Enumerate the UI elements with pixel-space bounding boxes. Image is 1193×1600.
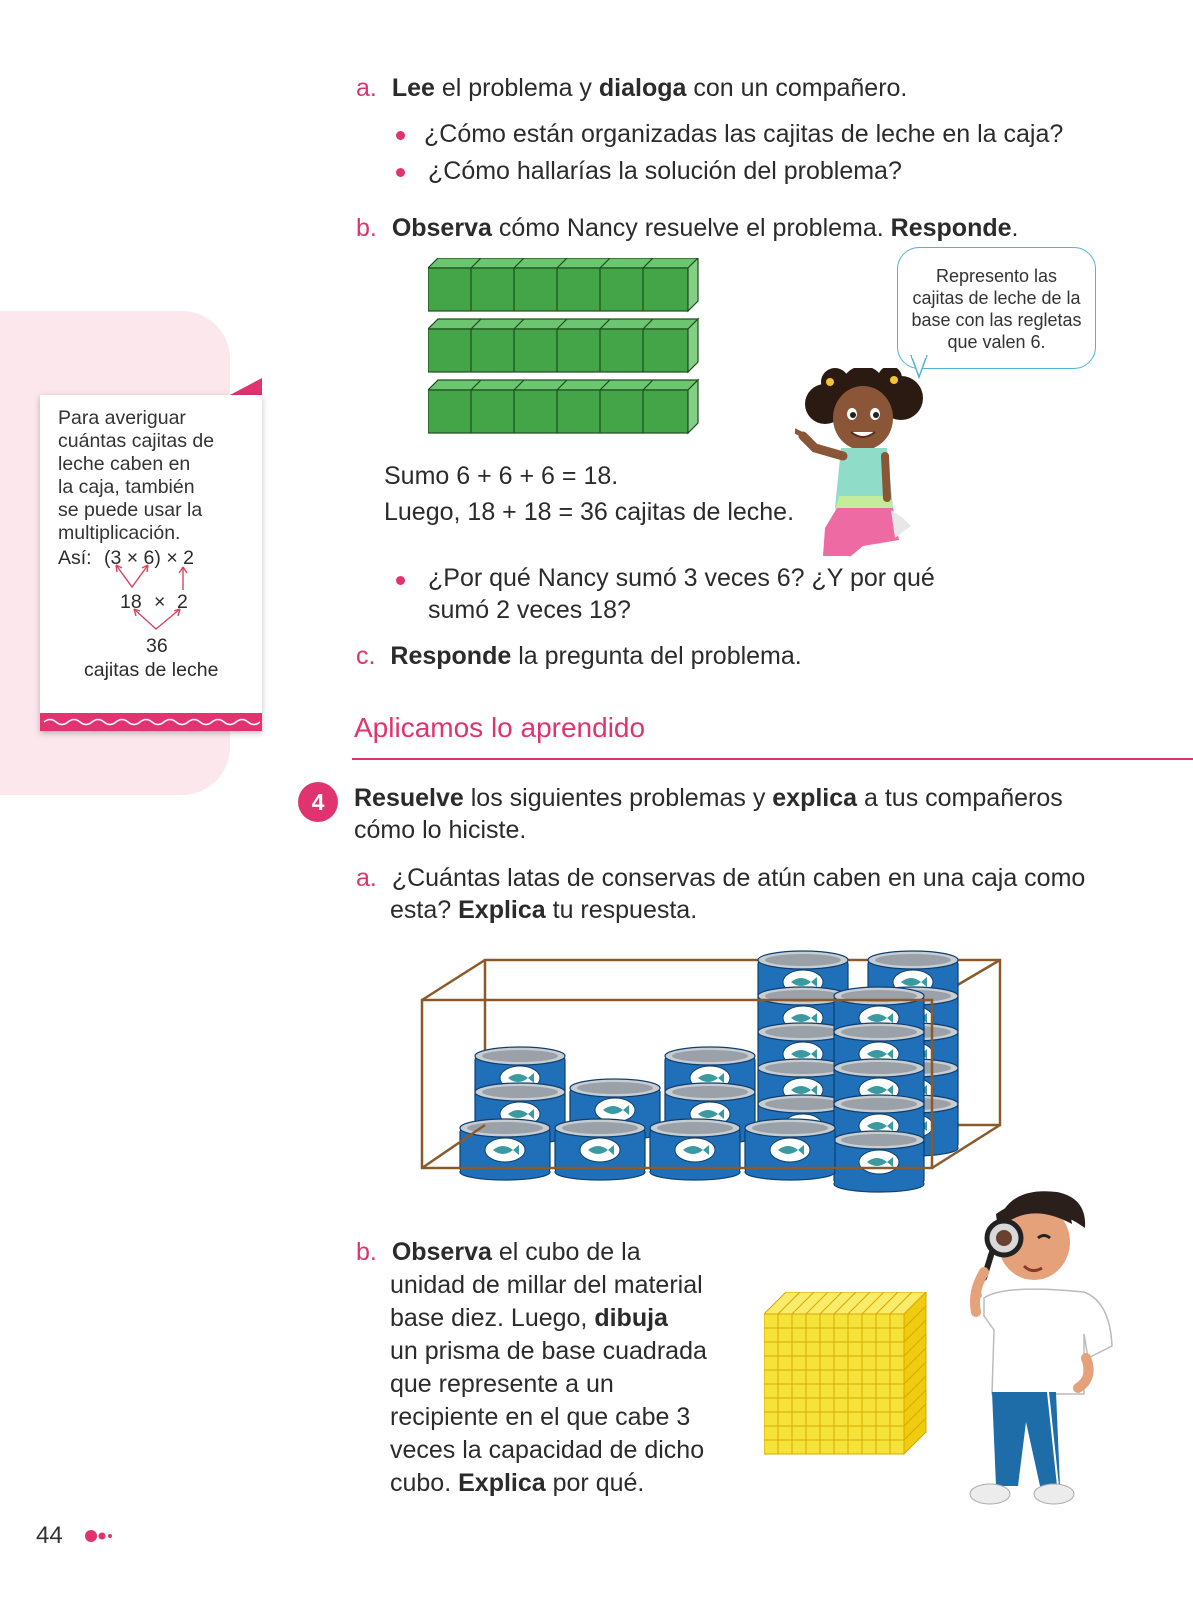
text-run: cubo. [390, 1469, 459, 1497]
keyword-observa: Observa [391, 1238, 492, 1266]
sidebar-line: multiplicación. [58, 522, 181, 544]
text-run: el cubo de la [491, 1238, 641, 1266]
keyword-dibuja: dibuja [594, 1304, 668, 1332]
section-b-question-2: sumó 2 veces 18? [428, 596, 631, 624]
sidebar-line: la caja, también [58, 476, 195, 498]
keyword-dialoga: dialoga [598, 74, 687, 102]
text-run: los siguientes problemas y [463, 784, 773, 812]
sidebar-expression: (3 × 6) × 2 [104, 547, 194, 569]
problem4b-line-5: que represente a un [390, 1370, 614, 1398]
speech-bubble-text [898, 248, 1095, 353]
text-run: con un compañero. [686, 74, 908, 102]
sidebar-line: Para averiguar [58, 407, 186, 429]
section-b-letter: b. [356, 214, 377, 242]
section-a-bullet-2: ¿Cómo hallarías la solución del problema? [428, 157, 902, 185]
section-c-heading [356, 640, 802, 672]
bullet-dot [396, 168, 405, 177]
speech-line: base con las regletas [911, 310, 1082, 330]
sum-line-2: Luego, 18 + 18 = 36 cajitas de leche. [384, 498, 795, 526]
speech-line: cajitas de leche de la [912, 288, 1081, 308]
keyword-explica: Explica [458, 896, 546, 924]
problem4a-line-2 [390, 894, 697, 926]
section-a-heading [356, 72, 907, 104]
problem4b-line-3 [390, 1302, 668, 1334]
keyword-explica: explica [772, 784, 858, 812]
bullet-dot [396, 131, 405, 140]
applied-heading: Aplicamos lo aprendido [354, 712, 646, 743]
green-rods-illustration [428, 258, 708, 438]
sidebar-times: × [154, 591, 166, 613]
text-run: a tus compañeros [857, 784, 1063, 812]
keyword-observa: Observa [391, 214, 492, 242]
text-run: . [1011, 214, 1019, 242]
text-run: por qué. [545, 1469, 645, 1497]
problem4b-line-7: veces la capacidad de dicho [390, 1436, 705, 1464]
bullet-dot [396, 576, 405, 585]
text-run: base diez. Luego, [390, 1304, 595, 1332]
sum-line-1: Sumo 6 + 6 + 6 = 18. [384, 462, 619, 490]
problem4b-line-8 [390, 1467, 644, 1499]
problem4a-letter: a. [356, 864, 377, 892]
problem-number-badge: 4 [298, 782, 338, 822]
text-run: esta? [390, 896, 459, 924]
text-run: la pregunta del problema. [511, 642, 802, 670]
tuna-cans-box-illustration [420, 950, 1010, 1200]
section-b-heading [356, 212, 1018, 244]
page-dots-icon [84, 1528, 114, 1544]
sidebar-result: 36 [146, 635, 168, 657]
problem4b-line-4: un prisma de base cuadrada [390, 1337, 707, 1365]
problem4b-line-6: recipiente en el que cabe 3 [390, 1403, 691, 1431]
sidebar-bottom-band [40, 713, 262, 731]
problem4b-letter: b. [356, 1238, 377, 1266]
section-a-bullet-1: ¿Cómo están organizadas las cajitas de leche en la caja? [424, 120, 1064, 148]
text-run: el problema y [434, 74, 599, 102]
sidebar-mid-18: 18 [120, 591, 142, 613]
page-number: 44 [36, 1522, 63, 1549]
problem4b-line-2: unidad de millar del material [390, 1271, 703, 1299]
problem4a-line-1 [356, 862, 1085, 894]
speech-bubble [897, 247, 1096, 369]
sidebar-mid-2: 2 [177, 591, 188, 613]
text-run: cómo Nancy resuelve el problema. [491, 214, 891, 242]
speech-line: Represento las [935, 266, 1058, 286]
section-b-question-1: ¿Por qué Nancy sumó 3 veces 6? ¿Y por qué [428, 564, 935, 592]
speech-line: que valen 6. [947, 332, 1046, 352]
boy-magnifier-illustration [962, 1186, 1122, 1536]
text-run: tu respuesta. [545, 896, 698, 924]
girl-nancy-illustration [795, 368, 935, 568]
section-c-letter: c. [356, 642, 376, 670]
problem4-line-1 [354, 782, 1063, 814]
sidebar-line: se puede usar la [58, 499, 203, 521]
keyword-responde: Responde [890, 214, 1012, 242]
applied-divider [352, 758, 1193, 760]
problem4b-line-1 [356, 1236, 641, 1268]
keyword-lee: Lee [391, 74, 435, 102]
keyword-explica: Explica [458, 1469, 546, 1497]
text-run: ¿Cuántas latas de conservas de atún caben en una caja como [391, 864, 1086, 892]
sidebar-fold [230, 378, 262, 395]
keyword-responde: Responde [390, 642, 512, 670]
problem4-line-2: cómo lo hiciste. [354, 816, 527, 844]
sidebar-caption: cajitas de leche [84, 659, 219, 681]
sidebar-note-card [40, 395, 262, 731]
sidebar-line: cuántas cajitas de [58, 430, 215, 452]
sidebar-line: leche caben en [58, 453, 191, 475]
keyword-resuelve: Resuelve [354, 784, 464, 812]
section-a-letter: a. [356, 74, 377, 102]
sidebar-asi-label: Así: [58, 547, 92, 569]
thousand-cube-illustration [764, 1292, 944, 1472]
